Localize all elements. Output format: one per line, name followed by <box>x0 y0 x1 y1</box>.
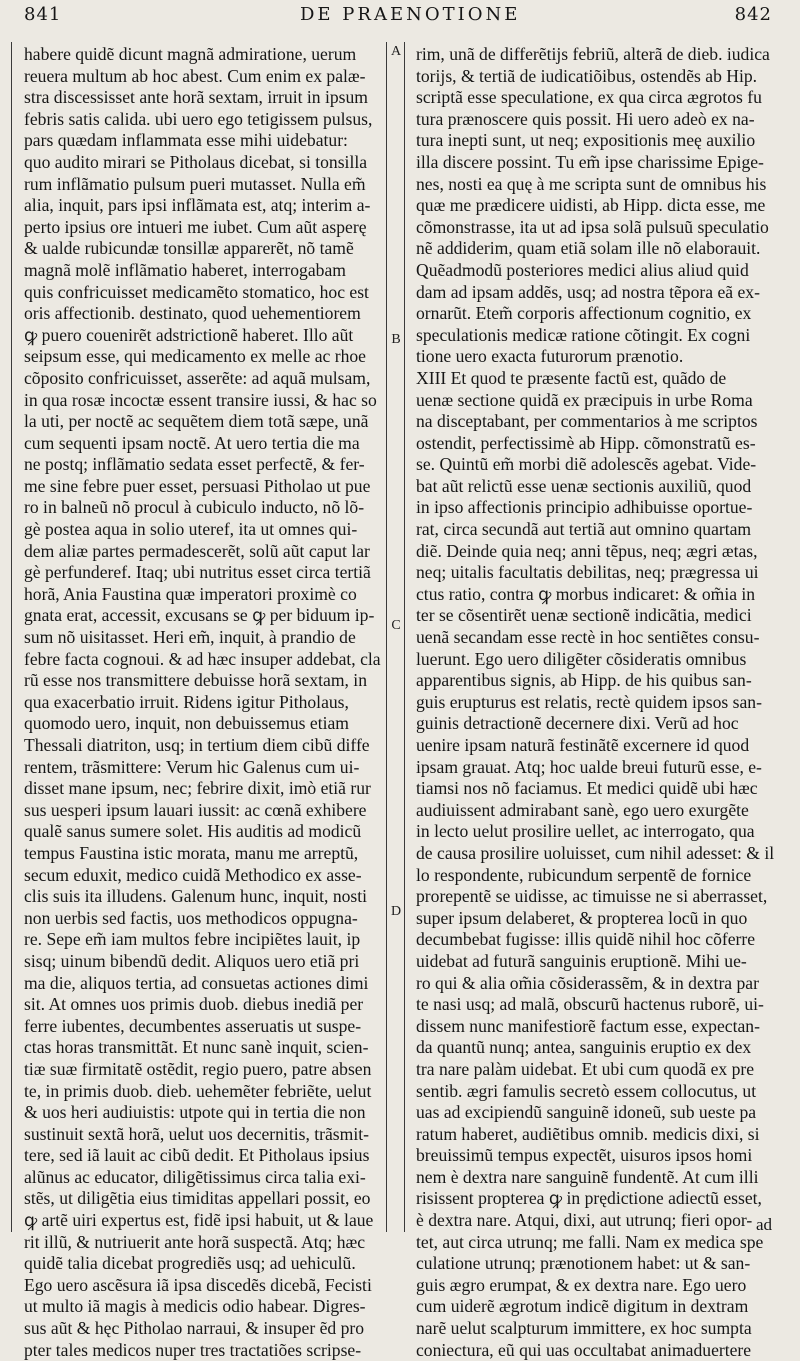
text-line: breuissimũ tempus expectẽt, uisuros ipsos homi <box>416 1145 753 1166</box>
text-line: cõposito confricuisset, asserẽte: ad aquã mulsam, <box>24 367 371 388</box>
text-line: re. Sepe em̃ iam multos febre incipiẽtes lauit, ip <box>24 929 361 950</box>
text-line: perto ipsius ore intueri me iubet. Cum aũt asperę <box>24 216 367 237</box>
text-line: horã, Ania Faustina quæ imperatori proximè co <box>24 583 357 604</box>
text-line: dem aliæ partes permadescerẽt, solũ aũt caput lar <box>24 540 370 561</box>
column-rule-left <box>386 42 387 1232</box>
text-line: tione uero exacta futurorum prænotio. <box>416 346 684 367</box>
text-line: la uti, per noctẽ ac sequẽtem diem totã sæpe, unã <box>24 411 369 432</box>
text-line: culatione utrunq; prænotionem habet: ut & san- <box>416 1253 751 1274</box>
text-line: pars quædam inflammata esse mihi uidebatur: <box>24 130 348 151</box>
text-line: rat, circa secundã aut tertiã aut omnino quartam <box>416 519 752 540</box>
text-line: rentem, trãsmittere: Verum hic Galenus cum ui- <box>24 756 360 777</box>
text-line: ro in balneũ nõ procul à cubiculo inducto, nõ lõ- <box>24 497 365 518</box>
text-line: neq; uitalis facultatis debilitas, neq; prægressa ui <box>416 562 759 583</box>
text-line: tura inepti sunt, ut neq; expositionis meę auxilio <box>416 130 756 151</box>
running-header <box>0 0 800 28</box>
text-line: & ualde rubicundæ tonsillæ apparerẽt, nõ tamẽ <box>24 238 354 259</box>
text-line: rim, unã de differẽtijs febriũ, alterã de dieb. iudica <box>416 44 770 64</box>
text-line: de causa prosilire uoluisset, cum nihil adesset: & il <box>416 842 775 863</box>
text-line: disset mane ipsum, nec; febrire dixit, imò etiã rur <box>24 778 371 799</box>
text-line: guis ægro erumpat, & ex dextra nare. Ego uero <box>416 1274 747 1295</box>
text-line: tere, sed iã lauit ac cibũ dedit. Et Pitholaus ipsius <box>24 1145 370 1166</box>
text-line: audiuissent admirabant sanè, ego uero exurgẽte <box>416 799 749 820</box>
text-line: cõmonstrasse, ita ut ad ipsa solã pulsuũ speculatio <box>416 216 769 237</box>
text-line: tempus Faustina istic morata, manu me arreptũ, <box>24 842 359 863</box>
text-line: uenã secandam esse rectè in hoc sentiẽtes consu- <box>416 627 760 648</box>
text-line: tiæ suæ firmitatẽ ostẽdit, regio puero, patre absen <box>24 1058 372 1079</box>
text-line: sum nõ uisitasset. Heri em̃, inquit, à prandio de <box>24 627 356 648</box>
text-line: rum inflãmatio pulsum pueri mutasset. Nulla em̃ <box>24 173 366 194</box>
catchword: ad <box>755 1215 772 1234</box>
left-text-column <box>24 44 386 1360</box>
text-line: quo audito mirari se Pitholaus dicebat, si tonsilla <box>24 151 368 172</box>
margin-marker-c: C <box>391 618 401 633</box>
text-line: cum sequenti ipsam noctẽ. At uero tertia die ma <box>24 432 360 453</box>
text-line: secum eduxit, medico cuidã Methodico ex asse- <box>24 864 362 885</box>
text-line: illa discere possint. Tu em̃ ipse charissime Epige- <box>416 151 764 172</box>
text-line: nẽ addiderim, quam etiã solam ille nõ elaborauit. <box>416 238 761 259</box>
text-line: Thessali diatriton, usq; in tertium diem cibũ diffe <box>24 735 370 755</box>
right-text-column <box>416 44 788 1360</box>
text-line: te nasi usq; ad malã, obscurũ hactenus ruborẽ, ui- <box>416 994 764 1015</box>
text-line: coniectura, eũ qui uas occultabat animaduertere <box>416 1339 752 1360</box>
text-line: uidebat ad futurã sanguinis eruptionẽ. Mihi ue- <box>416 950 747 971</box>
text-line: febris satis calida. ubi uero ego tetigissem pulsus, <box>24 108 373 129</box>
page-number-right: 842 <box>734 4 772 25</box>
text-line: XIII Et quod te præsente factũ est, quãdo de <box>416 367 727 388</box>
text-line: sisq; uinum bibendũ dedit. Aliquos uero etiã pri <box>24 950 360 971</box>
text-line: in ipso affectionis principio adhibuisse oportue- <box>416 497 753 518</box>
text-line: in lecto uelut prosilire uellet, ac interrogato, qua <box>416 821 755 842</box>
text-line: luerunt. Ego uero diligẽter cõsideratis omnibus <box>416 648 747 669</box>
text-line: febre facta cognoui. & ad hæc insuper addebat, cla <box>24 648 381 669</box>
text-line: quomodo uero, inquit, non debuissemus etiam <box>24 713 349 734</box>
text-line: apparentibus signis, ab Hipp. de his quibus san- <box>416 670 752 691</box>
text-line: Ego uero ascẽsura iã ipsa discedẽs dicebã, Fecisti <box>24 1274 372 1295</box>
text-line: Quẽadmodũ posteriores medici alius aliud quid <box>416 259 749 280</box>
text-line: bat aũt relictũ esse uenæ sectionis auxiliũ, quod <box>416 475 752 496</box>
text-line: ctus ratio, contra ꝙ morbus indicaret: & om̃ia in <box>416 583 756 604</box>
text-line: sustinuit sextã horã, uelut uos decernitis, trãsmit- <box>24 1123 369 1144</box>
text-line: in qua rosæ incoctæ essent transire iussi, & hac so <box>24 389 377 410</box>
margin-marker-a: A <box>390 44 402 59</box>
text-line: ma die, aliquos tertia, ad consuetas actiones dimi <box>24 972 369 993</box>
text-line: seipsum esse, qui medicamento ex melle ac rhoe <box>24 346 366 367</box>
text-line: sus uesperi ipsum lauari iussit: ac cœnã exhibere <box>24 799 367 820</box>
text-line: decumbebat fugisse: illis quidẽ nihil hoc cõferre <box>416 929 756 950</box>
text-line: prorepentẽ se uidisse, ac timuisse ne si aberrasset, <box>416 886 768 907</box>
text-line: & uos heri audiuistis: utpote qui in tertia die non <box>24 1102 366 1123</box>
margin-marker-d: D <box>390 904 402 919</box>
text-line: gè perfunderef. Itaq; ubi nutritus esset circa tertiã <box>24 562 371 583</box>
text-line: alũnus ac educator, diligẽtissimus circa talia exi- <box>24 1166 366 1187</box>
page-number-left: 841 <box>24 4 62 25</box>
text-line: habere quidẽ dicunt magnã admiratione, uerum <box>24 44 357 64</box>
text-line: dam ad ipsam addẽs, usq; ad nostra tẽpora eã ex- <box>416 281 760 302</box>
text-line: sit. At omnes uos primis duob. diebus inediã per <box>24 994 364 1015</box>
text-line: clis suis ita illudens. Galenum hunc, inquit, nosti <box>24 886 368 907</box>
left-rule <box>11 42 12 1232</box>
text-line: ornarũt. Etem̃ corporis affectionum cognitio, ex <box>416 303 752 324</box>
text-line: quis confricuisset medicamẽto stomatico, hoc est <box>24 281 369 302</box>
text-line: sus aũt & hęc Pitholao narraui, & insuper ẽd pro <box>24 1318 365 1339</box>
text-line: ratum haberet, audiẽtibus omnib. medicis dixi, si <box>416 1123 760 1144</box>
text-line: nes, nosti ea quę à me scripta sunt de omnibus his <box>416 173 767 194</box>
text-line: quidẽ talia dicebat progrediẽs usq; ad uehiculũ. <box>24 1253 356 1274</box>
text-line: gè postea aqua in solio uteref, ita ut omnes qui- <box>24 519 358 540</box>
text-line: na disceptabant, per commentarios à me scriptos <box>416 411 758 432</box>
text-line: dissem nunc manifestiorẽ factum esse, expectan- <box>416 1015 760 1036</box>
text-line: super ipsum delaberet, & propterea locũ in quo <box>416 907 748 928</box>
text-line: risissent propterea ꝙ in prędictione adiectũ esset, <box>416 1188 762 1209</box>
text-line: guis erupturus est relatis, rectè quidem ipsos san- <box>416 691 762 712</box>
text-line: me sine febre puer esset, persuasi Pitholao ut pue <box>24 475 371 496</box>
text-line: alia, inquit, pars ipsi inflãmata est, atq; interim a- <box>24 195 371 216</box>
text-line: scriptã esse speculatione, ex qua circa ægrotos fu <box>416 87 762 108</box>
text-line: stra discessisset ante horã sextam, irruit in ipsum <box>24 87 368 108</box>
text-line: tra nare palàm uidebat. Et ubi cum quodã ex pre <box>416 1058 755 1079</box>
text-line: non uerbis sed factis, uos methodicos oppugna- <box>24 907 358 928</box>
text-line: narẽ uelut scalpturum immittere, ex hoc sumpta <box>416 1318 752 1339</box>
text-line: ctas horas transmittãt. Et nunc sanè inquit, scien- <box>24 1037 369 1058</box>
text-line: è dextra nare. Atqui, dixi, aut utrunq; fieri opor- <box>416 1210 753 1231</box>
text-line: ostendit, perfectissimè ab Hipp. cõmonstratũ es- <box>416 432 756 453</box>
text-line: cum uiderẽ ægrotum indicẽ digitum in dextram <box>416 1296 749 1317</box>
text-line: ꝙ puero couenirẽt adstrictionẽ haberet. Illo aũt <box>24 324 354 345</box>
text-line: uas ad excipiendũ sanguinẽ idoneũ, sub ueste pa <box>416 1102 757 1123</box>
text-line: speculationis medicæ ratione cõtingit. Ex cogni <box>416 324 751 345</box>
text-line: qua exacerbatio irruit. Ridens igitur Pitholaus, <box>24 691 349 712</box>
running-title: DE PRAENOTIONE <box>300 4 521 25</box>
text-line: rũ esse nos transmittere debuisse horã sextam, in <box>24 670 367 691</box>
text-line: oris affectionib. destinato, quod uehementiorem <box>24 303 361 324</box>
text-line: ne postq; inflãmatio sedata esset perfectẽ, & fer- <box>24 454 365 475</box>
text-line: tet, aut circa utrunq; me falli. Nam ex medica spe <box>416 1231 764 1252</box>
text-line: tura prænoscere quis possit. Hi uero adeò ex na- <box>416 108 755 129</box>
text-line: magnã molẽ inflãmatio haberet, interrogabam <box>24 259 346 280</box>
margin-marker-b: B <box>391 332 401 347</box>
column-rule-right <box>404 42 405 1232</box>
text-line: qualẽ sanus sumere solet. His auditis ad modicũ <box>24 821 362 842</box>
text-line: ꝙ artẽ uiri expertus est, fidẽ ipsi habuit, ut & laue <box>24 1210 374 1231</box>
text-line: sentib. ægri famulis secretò essem collocutus, ut <box>416 1080 757 1101</box>
text-line: pter tales medicos nuper tres tractatiões scripse- <box>24 1339 362 1360</box>
text-line: rit illũ, & nutriuerit ante horã suspectã. Atq; hæc <box>24 1231 366 1252</box>
text-line: lo respondente, rubicundum serpentẽ de fornice <box>416 864 752 885</box>
text-line: uenæ sectione quidã ex præcipuis in urbe Roma <box>416 389 753 410</box>
text-line: diẽ. Deinde quia neq; anni tẽpus, neq; ægri ætas, <box>416 540 758 561</box>
text-line: ter se cõsentirẽt uenæ sectionẽ indicãtia, medici <box>416 605 752 626</box>
text-line: ferre iubentes, decumbentes asseruatis ut suspe- <box>24 1015 362 1036</box>
text-line: uenire ipsam naturã festinãtẽ excernere id quod <box>416 735 750 755</box>
text-line: quæ me prædicere uidisti, ab Hipp. dicta esse, me <box>416 195 766 216</box>
text-line: te, in primis duob. dieb. uehemẽter febriẽte, uelut <box>24 1080 372 1101</box>
text-line: ut multo iã magis à medicis odio habear. Digres- <box>24 1296 366 1317</box>
text-line: ipsam grauat. Atq; hoc ualde breui futurũ esse, e- <box>416 756 762 777</box>
text-line: nem è dextra nare sanguinẽ fundentẽ. At cum illi <box>416 1166 759 1187</box>
text-line: da quantũ nunq; antea, sanguinis eruptio ex dex <box>416 1037 752 1058</box>
text-line: gnata erat, accessit, excusans se ꝙ per biduum ip- <box>24 605 375 626</box>
text-line: reuera multum ab hoc abest. Cum enim ex palæ- <box>24 65 366 86</box>
text-line: tiamsi nos nõ faciamus. Et medici quidẽ ubi hæc <box>416 778 758 799</box>
text-line: se. Quintũ em̃ morbi diẽ adolescẽs agebat. Vide- <box>416 454 757 475</box>
text-line: guinis detractionẽ decernere dixi. Verũ ad hoc <box>416 713 739 734</box>
text-line: torijs, & tertiã de iudicatiõibus, ostendẽs ab Hip. <box>416 65 758 86</box>
text-line: ro qui & alia om̃ia cõsiderassẽm, & in dextra par <box>416 972 759 993</box>
text-line: stẽs, ut diligẽtia eius timiditas appellari possit, eo <box>24 1188 371 1209</box>
